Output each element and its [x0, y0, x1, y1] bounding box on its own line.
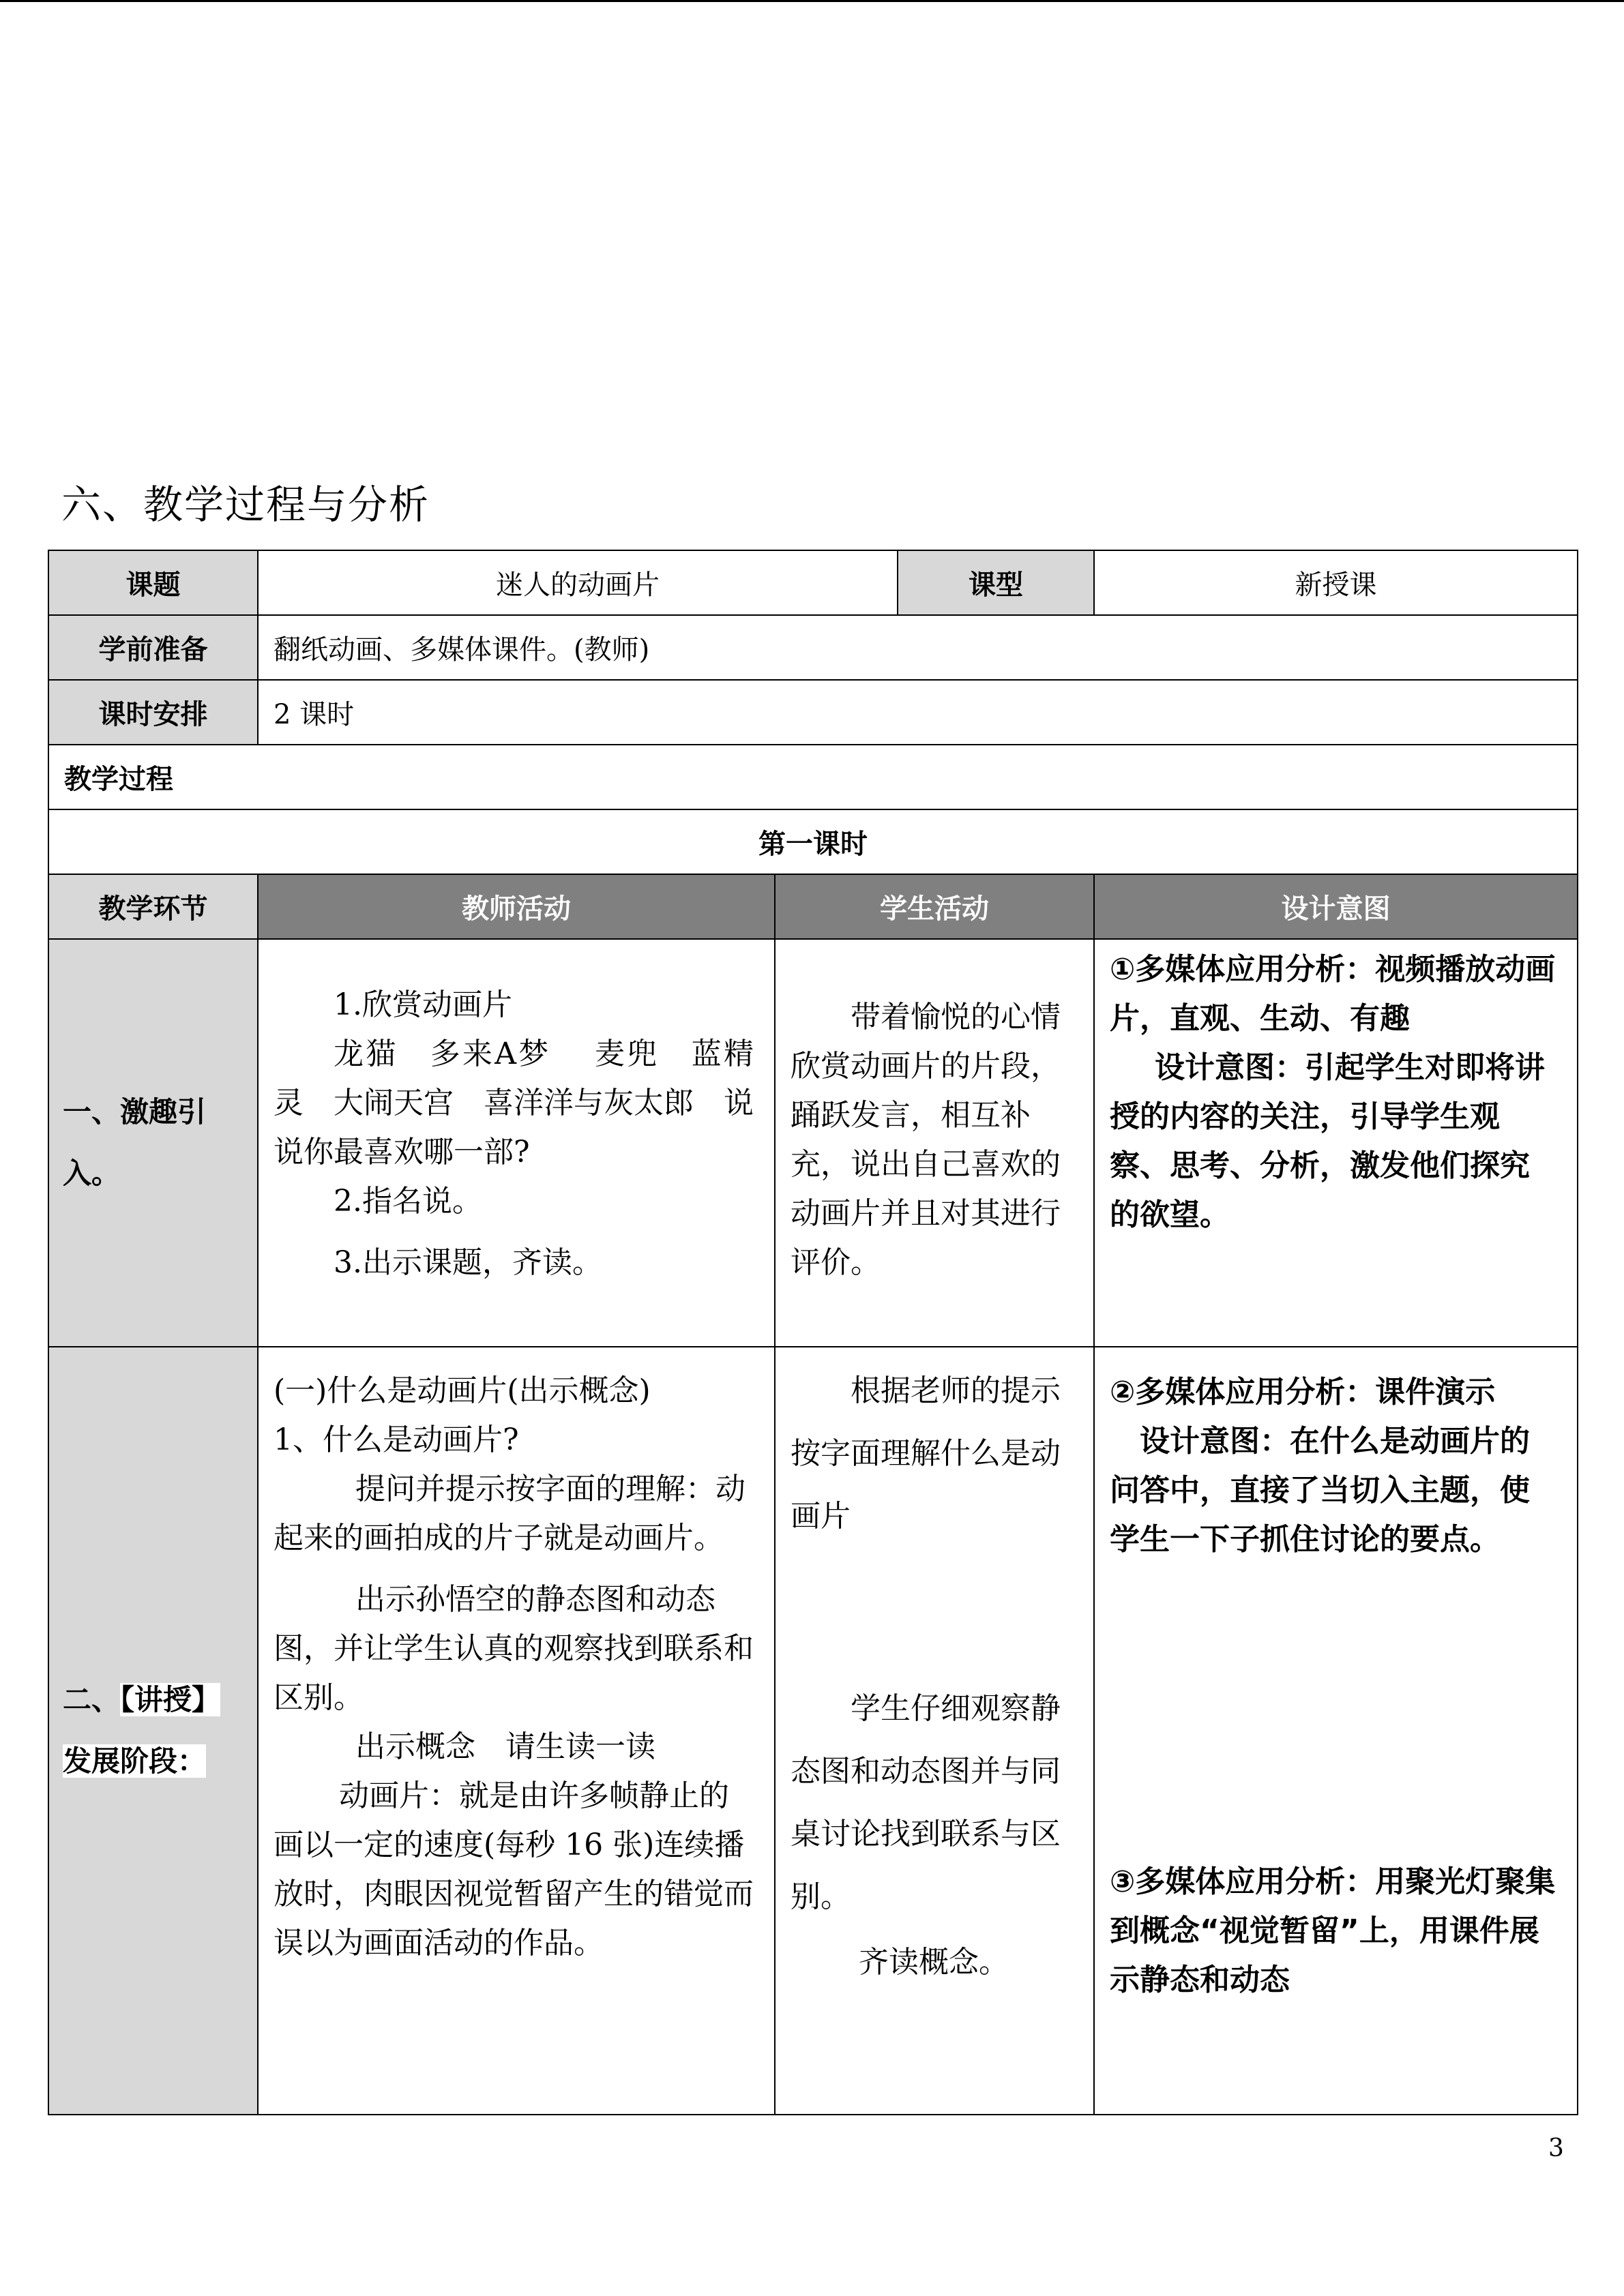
stage2-student-item: 齐读概念。 — [859, 1945, 1009, 1980]
process-row — [48, 745, 1578, 809]
section-heading: 六、教学过程与分析 — [61, 481, 430, 528]
stage2-teacher-item: 1、什么是动画片? — [274, 1422, 519, 1457]
stage2-intent-item: ③多媒体应用分析：用聚光灯聚集到概念“视觉暂留”上，用课件展示静态和动态 — [1110, 1864, 1556, 1997]
stage1-name-line1: 一、激趣引 — [63, 1095, 207, 1129]
stage2-student-item: 根据老师的提示按字面理解什么是动画片 — [791, 1373, 1061, 1534]
stage2-name-prefix: 二、 — [63, 1683, 121, 1716]
schedule-row — [48, 680, 1578, 745]
stage1-intent-item: ①多媒体应用分析：视频播放动画片，直观、生动、有趣 — [1110, 952, 1556, 1036]
type-value: 新授课 — [1094, 550, 1578, 615]
prep-row — [48, 615, 1578, 680]
process-label: 教学过程 — [48, 745, 1578, 809]
stage1-teacher-item: 2.指名说。 — [334, 1184, 482, 1219]
stage2-student-item: 学生仔细观察静态图和动态图并与同桌讨论找到联系与区别。 — [791, 1691, 1061, 1914]
stage2-teacher-item: 出示概念 请生读一读 — [355, 1729, 655, 1764]
stage2-teacher-item: (一)什么是动画片(出示概念) — [274, 1373, 651, 1408]
stage1-intent-item: 设计意图：引起学生对即将讲授的内容的关注，引导学生观察、思考、分析，激发他们探究的欲望。 — [1110, 1050, 1545, 1232]
stage2-intent-item: 设计意图：在什么是动画片的问答中，直接了当切入主题，使学生一下子抓住讨论的要点。 — [1110, 1424, 1530, 1557]
stage2-name-line1 — [63, 1669, 257, 1731]
lesson-title: 第一课时 — [48, 809, 1578, 874]
stage1-student-text: 带着愉悦的心情欣赏动画片的片段，踊跃发言，相互补充，说出自己喜欢的动画片并且对其进行评价。 — [791, 1000, 1061, 1280]
stage2-student-cell — [775, 1347, 1094, 2115]
col-header-teacher: 教师活动 — [258, 874, 775, 939]
schedule-label: 课时安排 — [48, 680, 258, 745]
topic-label: 课题 — [48, 550, 258, 615]
stage2-teacher-item: 提问并提示按字面的理解：动起来的画拍成的片子就是动画片。 — [274, 1472, 745, 1555]
stage2-row — [48, 1347, 1578, 2115]
topic-value: 迷人的动画片 — [258, 550, 898, 615]
schedule-value: 2 课时 — [258, 680, 1578, 745]
lesson-plan-table — [48, 550, 1578, 2115]
stage1-name-line2: 入。 — [63, 1157, 121, 1190]
stage2-intent-cell — [1094, 1347, 1578, 2115]
col-header-intent: 设计意图 — [1094, 874, 1578, 939]
stage2-teacher-cell — [258, 1347, 775, 2115]
stage1-teacher-cell — [258, 939, 775, 1347]
stage2-name-tag: 【讲授】 — [120, 1683, 221, 1716]
column-header-row — [48, 874, 1578, 939]
stage1-teacher-item: 龙猫 多来A梦 麦兜 蓝精灵 大闹天宫 喜洋洋与灰太郎 说说你最喜欢哪一部? — [274, 1037, 754, 1169]
stage1-teacher-item: 1.欣赏动画片 — [334, 987, 512, 1022]
stage1-intent-cell — [1094, 939, 1578, 1347]
topic-row — [48, 550, 1578, 615]
stage1-name — [48, 939, 258, 1347]
stage1-row — [48, 939, 1578, 1347]
stage2-intent-item: ②多媒体应用分析：课件演示 — [1110, 1375, 1496, 1410]
page-top-rule — [0, 0, 1624, 2]
stage2-teacher-item: 动画片：就是由许多帧静止的画以一定的速度(每秒 16 张)连续播放时，肉眼因视觉暂留产生的错觉而误以为画面活动的作品。 — [274, 1778, 754, 1960]
stage1-teacher-item: 3.出示课题，齐读。 — [334, 1245, 602, 1280]
col-header-student: 学生活动 — [775, 874, 1094, 939]
page-number: 3 — [1548, 2134, 1564, 2162]
prep-value: 翻纸动画、多媒体课件。(教师) — [258, 615, 1578, 680]
stage2-name-line2: 发展阶段： — [63, 1744, 207, 1778]
col-header-stage: 教学环节 — [48, 874, 258, 939]
stage1-student-cell — [775, 939, 1094, 1347]
lesson-title-row — [48, 809, 1578, 874]
type-label: 课型 — [898, 550, 1094, 615]
stage2-teacher-item: 出示孙悟空的静态图和动态图，并让学生认真的观察找到联系和区别。 — [274, 1582, 754, 1715]
prep-label: 学前准备 — [48, 615, 258, 680]
stage2-name — [48, 1347, 258, 2115]
